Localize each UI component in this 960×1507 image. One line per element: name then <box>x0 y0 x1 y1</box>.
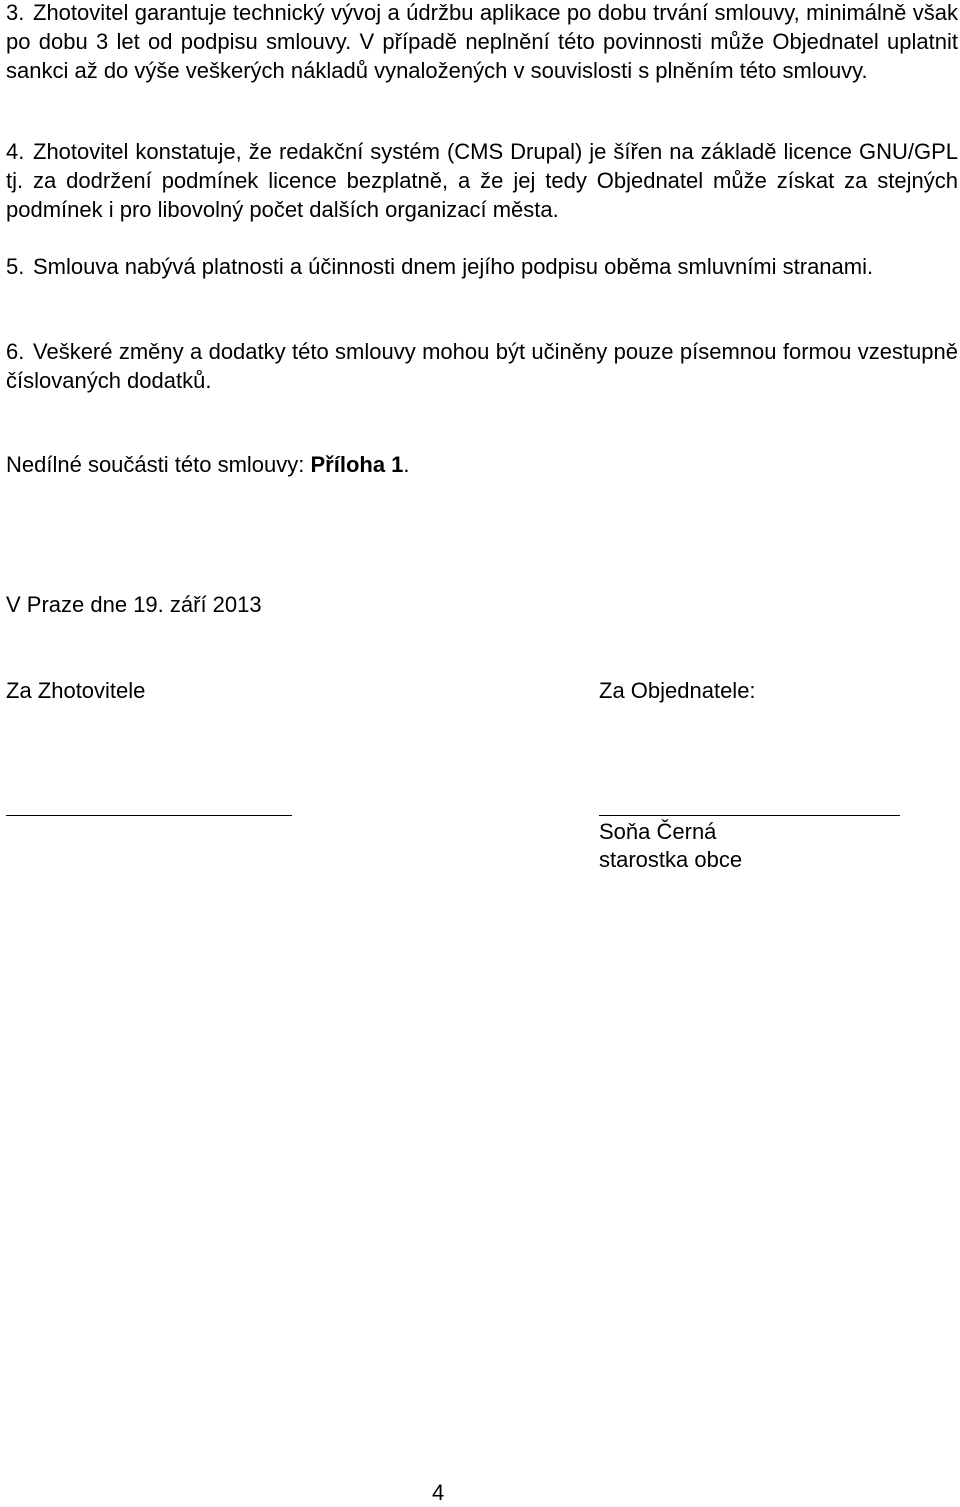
annex-value: Příloha 1 <box>310 452 404 477</box>
clause-number: 3. <box>6 0 25 25</box>
clause-3 <box>6 0 958 85</box>
page-number: 4 <box>432 1480 445 1505</box>
clause-6 <box>6 337 958 395</box>
clause-text: Zhotovitel garantuje technický vývoj a údržbu aplikace po dobu trvání smlouvy, minimálně však po dobu 3 let od podpisu smlouvy. V případě neplnění této povinnosti může Objednatel uplatnit sankci až do výše veškerých nákladů vynaložených v souvislosti s plněním této smlouvy. <box>6 0 958 83</box>
clause-5 <box>6 252 958 281</box>
client-signature-line <box>599 815 900 816</box>
clause-text: Zhotovitel konstatuje, že redakční systém (CMS Drupal) je šířen na základě licence GNU/GPL tj. za dodržení podmínek licence bezplatně, a že jej tedy Objednatel může získat za stejných podmínek i pro libovolný počet dalších organizací města. <box>6 139 958 222</box>
clause-number: 5. <box>6 254 25 279</box>
client-signature-label: Za Objednatele: <box>599 678 756 703</box>
clause-text: Smlouva nabývá platnosti a účinnosti dnem jejího podpisu oběma smluvními stranami. <box>33 254 874 279</box>
contractor-signature-line <box>6 815 292 816</box>
annex-end: . <box>403 452 410 477</box>
signer-title: starostka obce <box>599 847 743 872</box>
clause-4 <box>6 137 958 224</box>
clause-number: 4. <box>6 139 25 164</box>
annex-line <box>6 450 410 479</box>
signer-name: Soňa Černá <box>599 819 717 844</box>
annex-label: Nedílné součásti této smlouvy: <box>6 452 311 477</box>
clause-number: 6. <box>6 339 25 364</box>
clause-text: Veškeré změny a dodatky této smlouvy mohou být učiněny pouze písemnou formou vzestupně číslovaných dodatků. <box>6 339 958 393</box>
place-date: V Praze dne 19. září 2013 <box>6 592 262 617</box>
contractor-signature-label: Za Zhotovitele <box>6 678 146 703</box>
